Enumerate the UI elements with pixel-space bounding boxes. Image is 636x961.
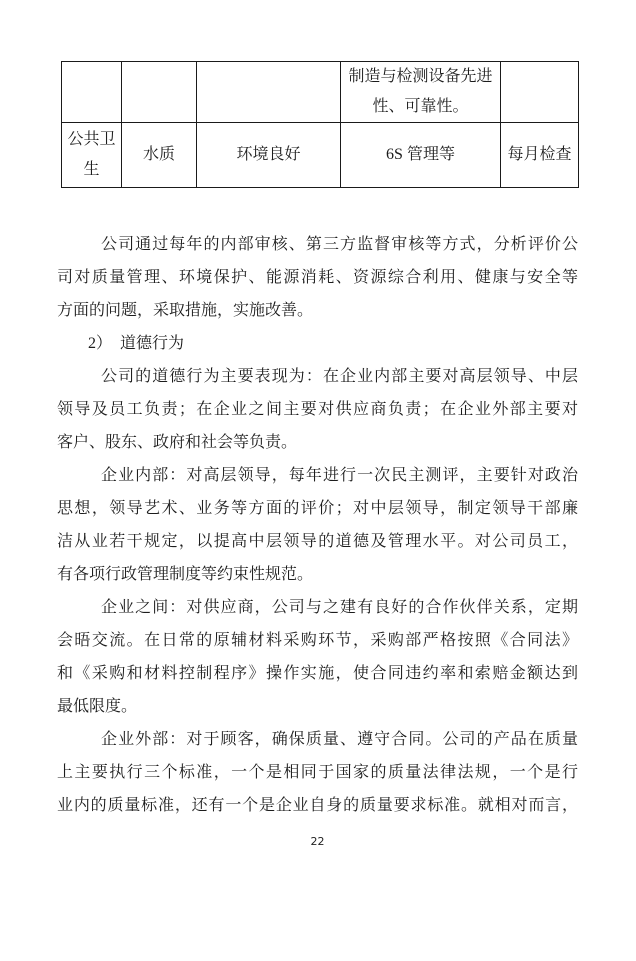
body-line: 领导及员工负责；在企业之间主要对供应商负责；在企业外部主要对 <box>57 401 578 418</box>
body-line: 企业外部：对于顾客，确保质量、遵守合同。公司的产品在质量 <box>101 731 578 748</box>
table-cell: 公共卫生 <box>62 123 122 188</box>
body-line: 司对质量管理、环境保护、能源消耗、资源综合利用、健康与安全等 <box>57 269 578 286</box>
body-line: 思想，领导艺术、业务等方面的评价；对中层领导，制定领导干部廉 <box>57 500 578 517</box>
body-line: 有各项行政管理制度等约束性规范。 <box>57 566 314 583</box>
table-cell <box>122 62 197 123</box>
table-cell: 每月检查 <box>501 123 579 188</box>
body-line: 公司的道德行为主要表现为：在企业内部主要对高层领导、中层 <box>101 368 578 385</box>
section-heading: 2） 道德行为 <box>88 335 185 352</box>
table-cell <box>62 62 122 123</box>
table-cell: 制造与检测设备先进性、可靠性。 <box>341 62 501 123</box>
document-page <box>0 61 636 961</box>
body-text <box>57 228 578 822</box>
body-line: 最低限度。 <box>57 698 138 715</box>
body-line: 洁从业若干规定，以提高中层领导的道德及管理水平。对公司员工， <box>57 533 578 550</box>
page-number: 22 <box>310 835 325 848</box>
table-cell: 环境良好 <box>197 123 341 188</box>
body-line: 公司通过每年的内部审核、第三方监督审核等方式，分析评价公 <box>101 236 578 253</box>
body-line: 业内的质量标准，还有一个是企业自身的质量要求标准。就相对而言， <box>57 797 578 814</box>
table-row <box>62 123 579 188</box>
body-line: 客户、股东、政府和社会等负责。 <box>57 434 298 451</box>
public-health-evaluation-table <box>61 61 579 188</box>
table-cell <box>501 62 579 123</box>
body-line: 和《采购和材料控制程序》操作实施，使合同违约率和索赔金额达到 <box>57 665 578 682</box>
body-line: 上主要执行三个标准，一个是相同于国家的质量法律法规，一个是行 <box>57 764 578 781</box>
body-line: 企业之间：对供应商，公司与之建有良好的合作伙伴关系，定期 <box>101 599 578 616</box>
table-row <box>62 62 579 123</box>
body-line: 会晤交流。在日常的原辅材料采购环节，采购部严格按照《合同法》 <box>57 632 578 649</box>
body-line: 方面的问题，采取措施，实施改善。 <box>57 302 314 319</box>
table-cell: 6S 管理等 <box>341 123 501 188</box>
body-line: 企业内部：对高层领导，每年进行一次民主测评，主要针对政治 <box>101 467 578 484</box>
table-cell: 水质 <box>122 123 197 188</box>
table-cell <box>197 62 341 123</box>
